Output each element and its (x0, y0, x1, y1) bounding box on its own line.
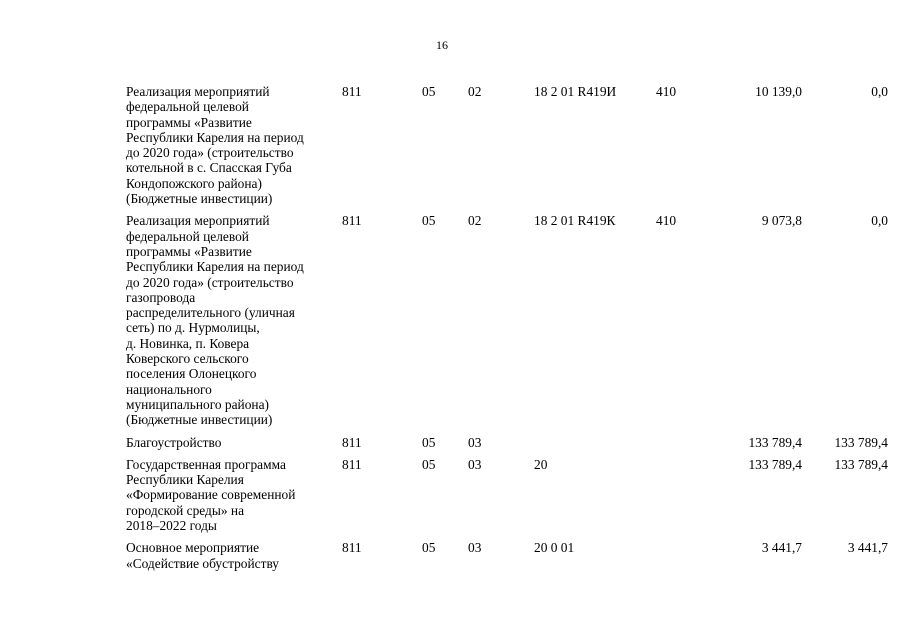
row-name-line: программы «Развитие (126, 114, 252, 130)
ministry-code-cell: 811 (342, 540, 362, 556)
row-name-cell (126, 84, 342, 213)
row-name-line: Государственная программа (126, 456, 286, 472)
section-code-cell: 05 (422, 84, 436, 99)
expense-type-cell (656, 435, 711, 457)
row-name-line: Основное мероприятие (126, 540, 260, 556)
section-code-cell: 05 (422, 540, 436, 556)
row-name-line: «Содействие обустройству (126, 555, 279, 571)
amount-1-cell: 133 789,4 (748, 434, 802, 450)
row-name-line: до 2020 года» (строительство (126, 145, 294, 161)
row-name-line: Коверского сельского (126, 351, 249, 367)
amount-1-cell: 10 139,0 (755, 84, 802, 99)
amount-2-cell: 3 441,7 (847, 540, 888, 556)
page-number: 16 (436, 38, 448, 52)
row-name-line: Республики Карелия на период (126, 129, 304, 145)
amount-2-cell: 0,0 (871, 84, 888, 99)
amount-2-cell: 133 789,4 (834, 434, 888, 450)
row-name-line: Республики Карелия на период (126, 259, 304, 275)
row-name-line: (Бюджетные инвестиции) (126, 412, 273, 428)
expense-type-cell (656, 540, 711, 571)
subsection-code-cell: 03 (468, 540, 482, 556)
row-name-line: д. Новинка, п. Ковера (126, 335, 250, 351)
expense-type-cell (656, 457, 711, 540)
amount-2-cell: 133 789,4 (834, 456, 888, 472)
row-name-line: поселения Олонецкого (126, 366, 257, 382)
row-name-line: муниципального района) (126, 396, 269, 412)
subsection-code-cell: 03 (468, 434, 482, 450)
table-row (126, 457, 888, 540)
subsection-code-cell: 02 (468, 84, 482, 99)
ministry-code-cell: 811 (342, 84, 362, 99)
row-name-line: Реализация мероприятий (126, 213, 270, 229)
budget-table-body (126, 84, 888, 571)
row-name-line: национального (126, 381, 212, 397)
row-name-cell (126, 457, 342, 540)
table-row (126, 540, 888, 571)
target-article-cell: 18 2 01 R419И (534, 84, 617, 99)
row-name-line: 2018–2022 годы (126, 518, 217, 534)
row-name-line: Реализация мероприятий (126, 84, 270, 99)
row-name-line: сеть) по д. Нурмолицы, (126, 320, 260, 336)
section-code-cell: 05 (422, 434, 436, 450)
row-name-line: федеральной целевой (126, 99, 249, 115)
row-name-line: федеральной целевой (126, 228, 249, 244)
row-name-line: городской среды» на (126, 502, 245, 518)
row-name-line: Кондопожского района) (126, 175, 262, 191)
row-name-line: до 2020 года» (строительство (126, 274, 294, 290)
row-name-line: «Формирование современной (126, 487, 296, 503)
table-row (126, 213, 888, 434)
subsection-code-cell: 03 (468, 456, 482, 472)
budget-table (126, 84, 888, 571)
row-name-line: распределительного (уличная (126, 305, 295, 321)
expense-type-cell: 410 (656, 213, 677, 229)
amount-1-cell: 3 441,7 (761, 540, 802, 556)
ministry-code-cell: 811 (342, 213, 362, 229)
target-article-cell: 18 2 01 R419К (534, 213, 616, 229)
amount-1-cell: 9 073,8 (761, 213, 802, 229)
table-row (126, 435, 888, 457)
row-name-line: (Бюджетные инвестиции) (126, 191, 273, 207)
row-name-line: Республики Карелия (126, 472, 244, 488)
ministry-code-cell: 811 (342, 456, 362, 472)
target-article-cell (534, 435, 656, 457)
amount-2-cell: 0,0 (871, 213, 888, 229)
row-name-line: Благоустройство (126, 434, 222, 450)
section-code-cell: 05 (422, 456, 436, 472)
row-name-line: газопровода (126, 289, 196, 305)
target-article-cell: 20 0 01 (534, 540, 575, 556)
subsection-code-cell: 02 (468, 213, 482, 229)
section-code-cell: 05 (422, 213, 436, 229)
row-name-cell (126, 213, 342, 434)
ministry-code-cell: 811 (342, 434, 362, 450)
amount-1-cell: 133 789,4 (748, 456, 802, 472)
row-name-line: программы «Развитие (126, 243, 252, 259)
table-row (126, 84, 888, 213)
expense-type-cell: 410 (656, 84, 677, 99)
target-article-cell: 20 (534, 456, 548, 472)
row-name-cell (126, 540, 342, 571)
row-name-cell (126, 435, 342, 457)
row-name-line: котельной в с. Спасская Губа (126, 160, 292, 176)
